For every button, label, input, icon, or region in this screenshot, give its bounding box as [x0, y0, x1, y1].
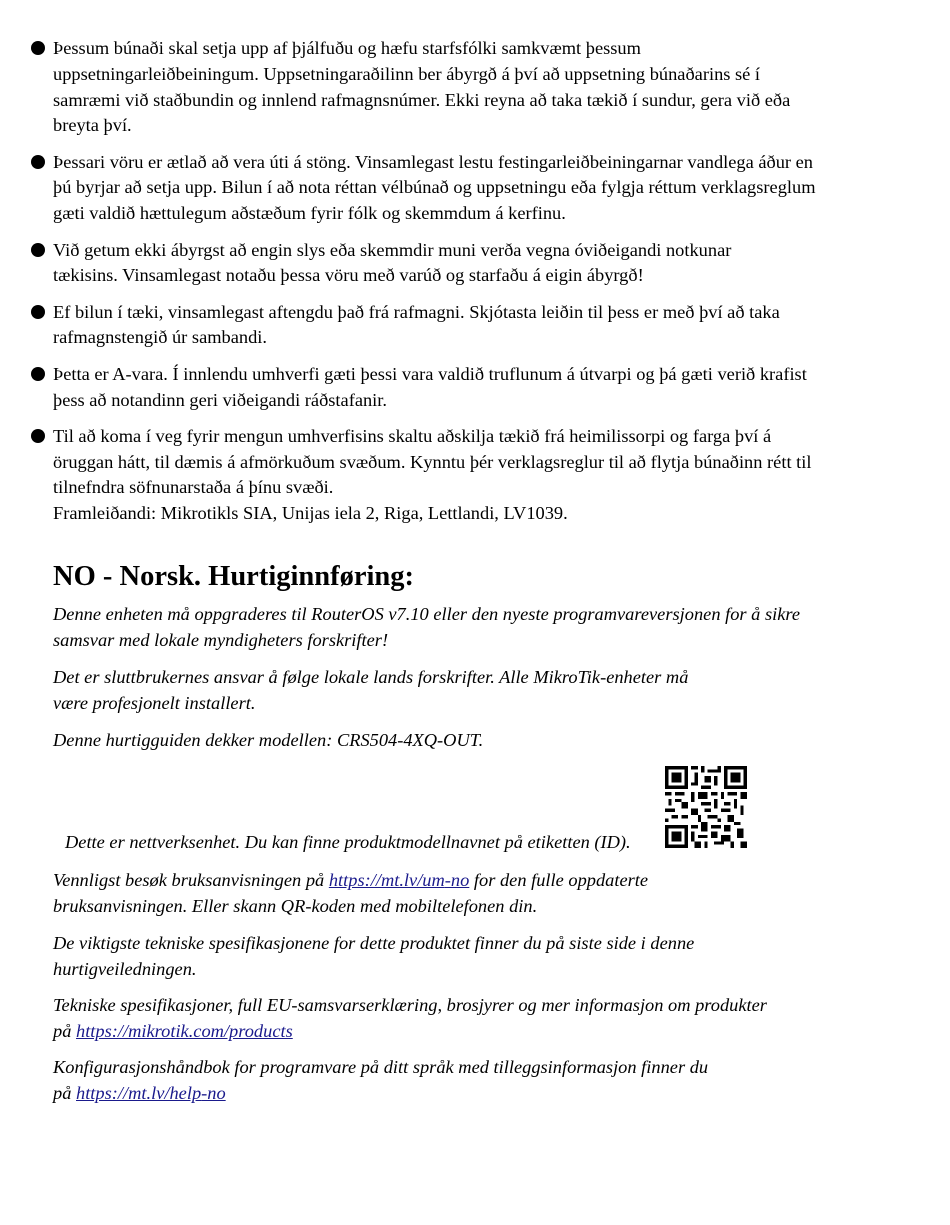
bullet-dot	[31, 243, 45, 257]
text-line: Til að koma í veg fyrir mengun umhverfisins skaltu aðskilja tækið frá heimilissorpi og farga því á	[53, 425, 772, 446]
link-text: https://mt.lv/um	[328, 870, 445, 890]
link-text-suffix: -no	[201, 1082, 226, 1103]
text-line	[53, 1081, 883, 1107]
bullet-item	[28, 424, 868, 527]
text-line: Við getum ekki ábyrgst að engin slys eða skemmdir muni verða vegna óviðeigandi notkunar	[53, 239, 732, 260]
text-line: breyta því.	[53, 115, 132, 136]
text-segment: for den fulle oppdaterte	[469, 870, 649, 890]
text-line: tækisins. Vinsamlegast notaðu þessa vöru með varúð og starfaðu á eigin ábyrgð!	[53, 265, 644, 286]
section-heading: NO - Norsk. Hurtiginnføring:	[53, 561, 415, 592]
bullet-dot	[31, 367, 45, 381]
text-line: þess að notandinn geri viðeigandi ráðstafanir.	[53, 389, 388, 410]
bullet-dot	[31, 429, 45, 443]
text-line: Framleiðandi: Mikrotikls SIA, Unijas iela 2, Riga, Lettlandi, LV1039.	[53, 503, 568, 524]
manual-link[interactable]	[329, 870, 469, 890]
text-line: gæti valdið hættulegum aðstæðum fyrir fólk og skemmdum á kerfinu.	[53, 203, 566, 224]
text-line: Denne hurtigguiden dekker modellen: CRS504-4XQ-OUT.	[53, 730, 484, 750]
upgrade-notice	[53, 602, 883, 654]
qr-code-icon	[665, 766, 747, 848]
text-line: Konfigurasjonshåndbok for programvare på ditt språk med tilleggsinformasjon finner du	[53, 1057, 709, 1077]
bullet-item	[28, 150, 868, 227]
manual-notice	[53, 868, 883, 920]
bullet-item	[28, 238, 868, 290]
text-line: Dette er nettverksenhet. Du kan finne produktmodellnavnet på etiketten (ID).	[65, 832, 631, 852]
text-line: Ef bilun í tæki, vinsamlegast aftengdu það frá rafmagni. Skjótasta leiðin til þess er með því að taka	[53, 301, 780, 322]
text-line: uppsetningarleiðbeiningum. Uppsetningaraðilinn ber ábyrgð á því að uppsetning búnaðarins sé í	[53, 63, 761, 84]
text-line: tilnefndra söfnunarstaða á þínu svæði.	[53, 477, 334, 498]
text-line: Þessari vöru er ætlað að vera úti á stöng. Vinsamlegast lestu festingarleiðbeiningarnar vandlega áður en	[53, 151, 814, 172]
specs-notice	[53, 931, 883, 983]
model-notice	[53, 728, 883, 754]
link-text-suffix: -no	[444, 870, 470, 890]
text-line: Denne enheten må oppgraderes til RouterOS v7.10 eller den nyeste programvareversjonen for å sikre	[53, 604, 801, 624]
bullet-item	[28, 362, 868, 414]
text-line: samsvar med lokale myndigheters forskrifter!	[53, 629, 389, 650]
device-id-notice	[65, 830, 665, 856]
products-notice	[53, 993, 883, 1045]
bullet-dot	[31, 41, 45, 55]
text-line: Tekniske spesifikasjoner, full EU-samsvarserklæring, brosjyrer og mer informasjon om produkter	[53, 995, 767, 1015]
bullet-item	[28, 36, 868, 139]
text-line: bruksanvisningen. Eller skann QR-koden med mobiltelefonen din.	[53, 895, 538, 916]
text-line: öruggan hátt, til dæmis á afmörkuðum svæðum. Kynntu þér verklagsreglur til að flytja búnaðinn rétt til	[53, 451, 812, 472]
help-link[interactable]	[76, 1083, 226, 1103]
text-line: være profesjonelt installert.	[53, 692, 256, 713]
text-line: Þetta er A-vara. Í innlendu umhverfi gæti þessi vara valdið truflunum á útvarpi og þá gæti verið krafist	[53, 363, 807, 384]
text-line: þú byrjar að setja upp. Bilun í að nota réttan vélbúnað og uppsetningu eða fylgja réttum verklagsreglum	[53, 177, 816, 198]
text-line: rafmagnstengið úr sambandi.	[53, 327, 267, 348]
text-line	[53, 1019, 883, 1045]
bullet-item	[28, 300, 868, 352]
text-line	[53, 868, 883, 894]
safety-bullet-list	[28, 36, 868, 538]
text-segment: Vennligst besøk bruksanvisningen på	[53, 870, 329, 890]
products-link[interactable]: https://mikrotik.com/products	[76, 1020, 293, 1041]
text-segment: på	[53, 1082, 76, 1103]
text-segment: på	[53, 1020, 76, 1041]
text-line: Det er sluttbrukernes ansvar å følge lokale lands forskrifter. Alle MikroTik-enheter må	[53, 667, 689, 687]
bullet-dot	[31, 155, 45, 169]
text-line: hurtigveiledningen.	[53, 958, 197, 979]
text-line: samræmi við staðbundin og innlend rafmagnsnúmer. Ekki reyna að taka tækið í sundur, gera við eða	[53, 89, 791, 110]
text-line: Þessum búnaði skal setja upp af þjálfuðu og hæfu starfsfólki samkvæmt þessum	[53, 38, 641, 58]
config-manual-notice	[53, 1055, 883, 1107]
text-line: De viktigste tekniske spesifikasjonene for dette produktet finner du på siste side i denne	[53, 933, 695, 953]
link-text: https://mt.lv/help	[76, 1082, 202, 1103]
bullet-dot	[31, 305, 45, 319]
responsibility-notice	[53, 665, 883, 717]
